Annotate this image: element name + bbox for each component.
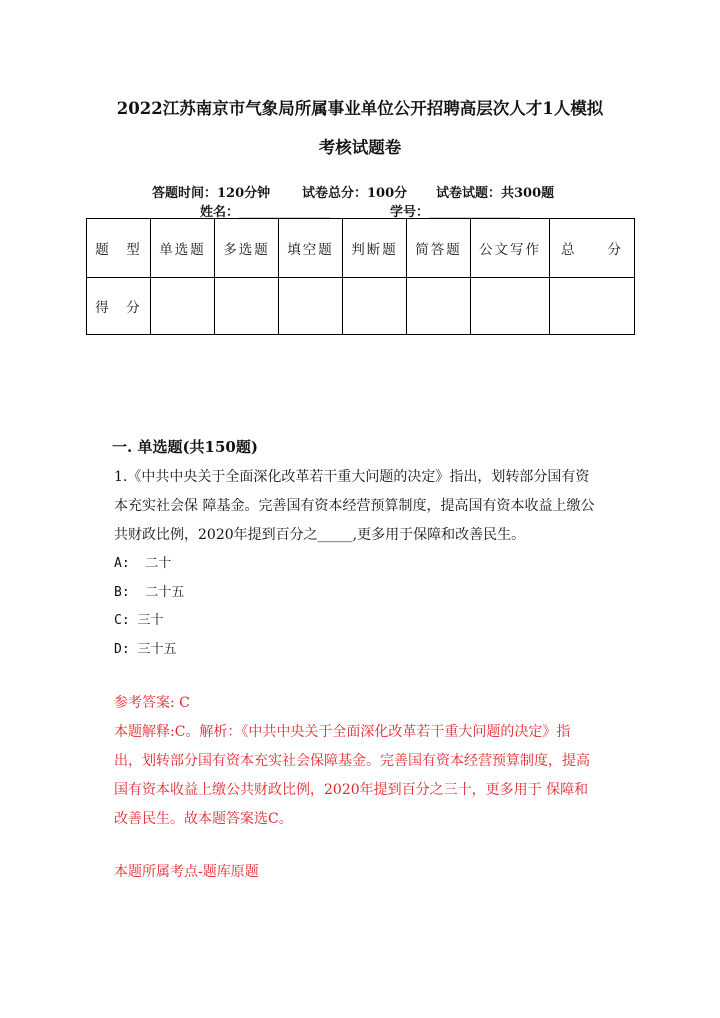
score-cell <box>471 278 550 335</box>
exam-total-score: 试卷总分：100分 <box>302 186 408 201</box>
option-b: B: 二十五 <box>114 585 185 600</box>
table-header: 总 分 <box>550 219 635 278</box>
option-d: D: 三十五 <box>114 642 177 657</box>
table-header: 题 型 <box>87 219 151 278</box>
exam-question-count: 试卷试题：共300题 <box>436 186 555 201</box>
option-a: A: 二十 <box>114 556 172 571</box>
question-line: 1.《中共中央关于全面深化改革若干重大问题的决定》指出，划转部分国有资 <box>114 469 590 485</box>
name-field: 姓名：______________ <box>200 205 331 220</box>
student-id-field: 学号：______________ <box>390 205 521 220</box>
question-line: 共财政比例，2020年提到百分之_____,更多用于保障和改善民生。 <box>114 527 526 543</box>
question-source: 本题所属考点-题库原题 <box>114 864 259 880</box>
score-cell <box>215 278 279 335</box>
table-header: 判断题 <box>343 219 407 278</box>
explanation-line: 国有资本收益上缴公共财政比例，2020年提到百分之三十，更多用于 保障和 <box>114 782 589 798</box>
score-cell <box>407 278 471 335</box>
table-header: 填空题 <box>279 219 343 278</box>
score-cell <box>343 278 407 335</box>
option-c: C: 三十 <box>114 613 164 628</box>
title-line-2: 考核试题卷 <box>318 138 402 157</box>
score-cell <box>550 278 635 335</box>
reference-answer: 参考答案: C <box>114 695 190 711</box>
exam-time: 答题时间：120分钟 <box>152 186 271 201</box>
section-heading: 一. 单选题(共150题) <box>112 438 258 456</box>
explanation-line: 本题解释:C。解析：《中共中央关于全面深化改革若干重大问题的决定》指 <box>114 724 571 740</box>
score-table <box>86 218 635 335</box>
table-header: 简答题 <box>407 219 471 278</box>
score-cell <box>279 278 343 335</box>
explanation-line: 改善民生。故本题答案选C。 <box>114 811 293 827</box>
explanation-line: 出，划转部分国有资本充实社会保障基金。完善国有资本经营预算制度，提高 <box>114 753 590 769</box>
title-line-1: 2022江苏南京市气象局所属事业单位公开招聘高层次人才1人模拟 <box>116 99 604 118</box>
row-label: 得 分 <box>87 278 151 335</box>
question-line: 本充实社会保 障基金。完善国有资本经营预算制度，提高国有资本收益上缴公 <box>114 498 595 514</box>
table-header: 多选题 <box>215 219 279 278</box>
table-header: 单选题 <box>151 219 215 278</box>
table-header: 公文写作 <box>471 219 550 278</box>
score-cell <box>151 278 215 335</box>
